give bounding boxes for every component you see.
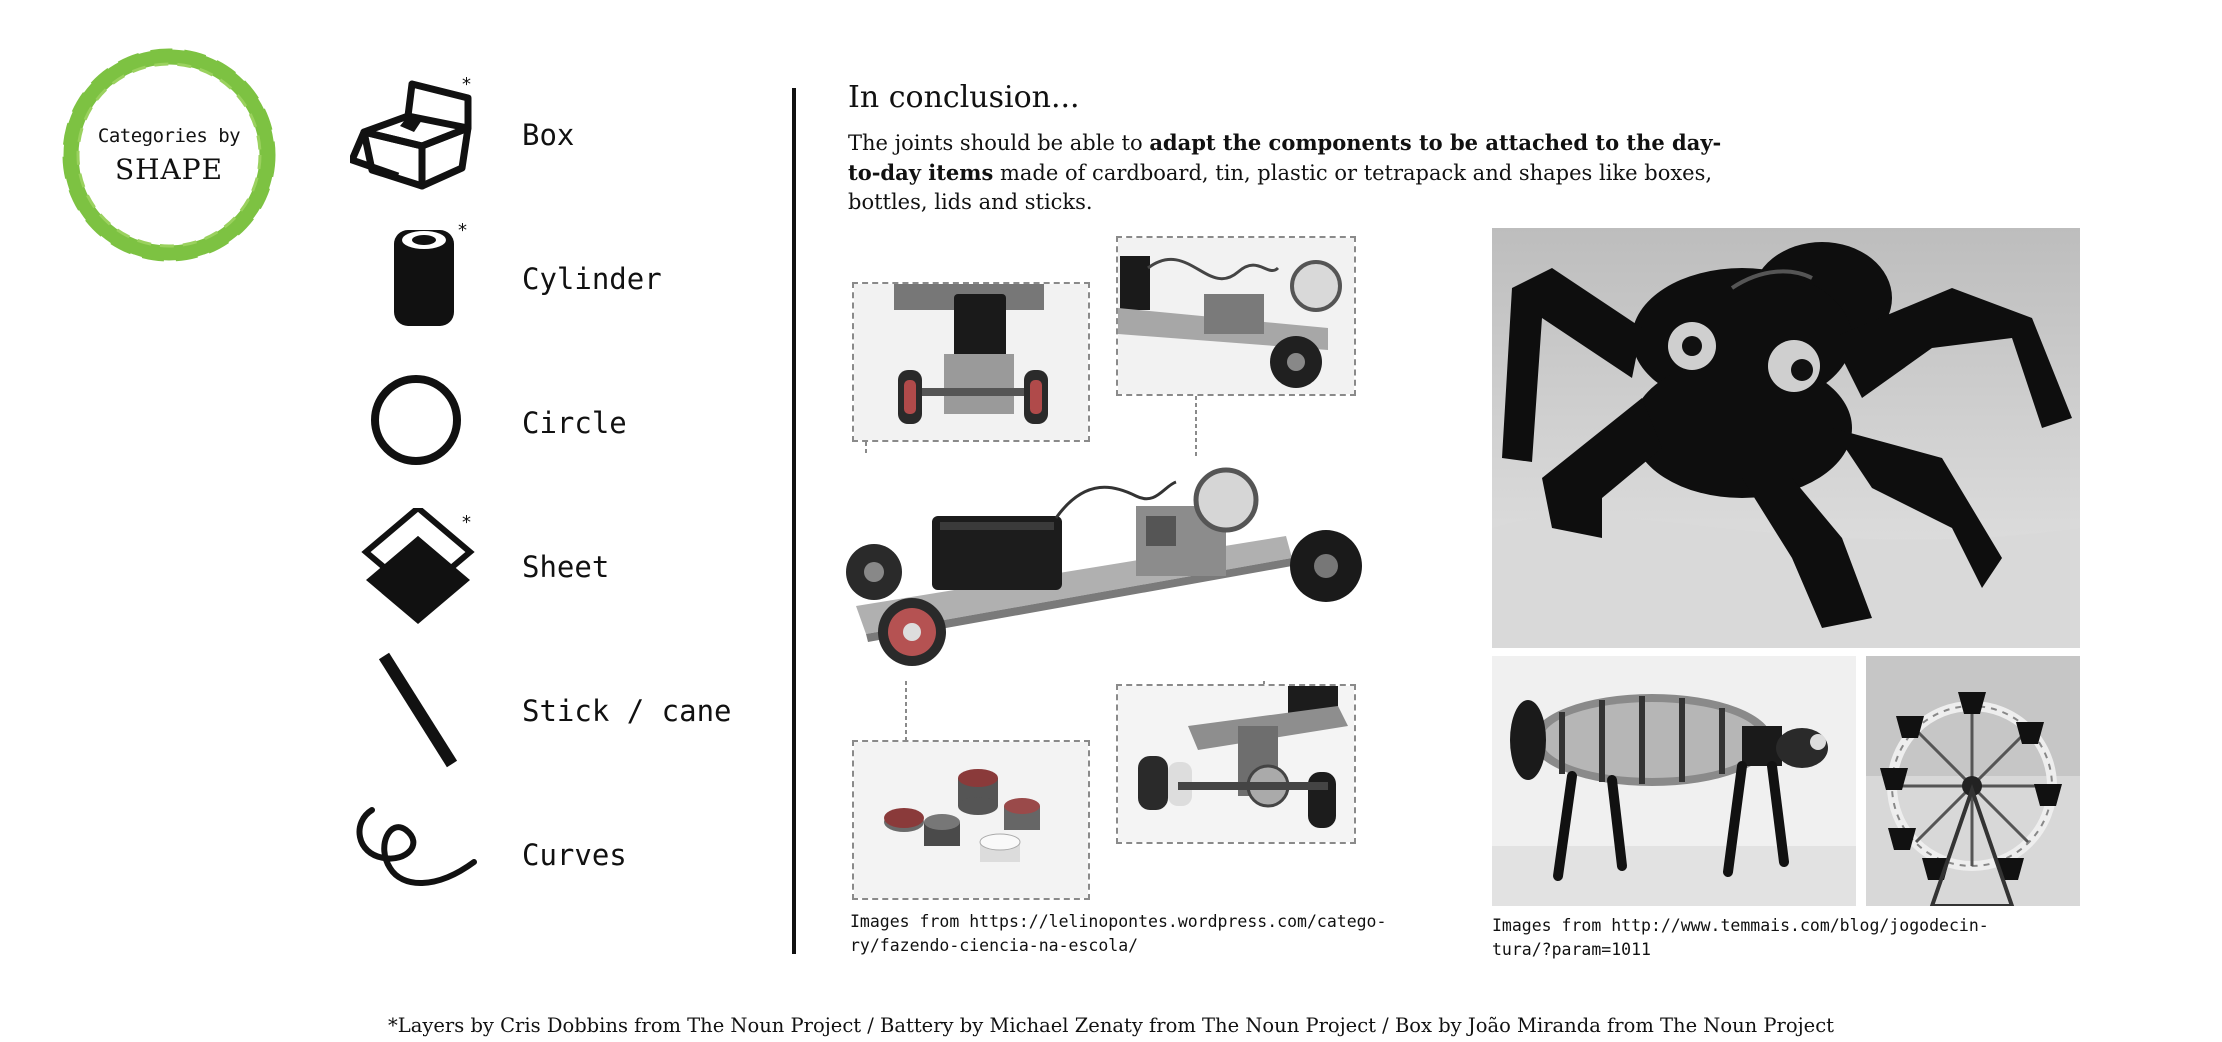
caption-right-line-1: Images from http://www.temmais.com/blog/jogodecin- (1492, 916, 1989, 935)
icon-credits-footer: *Layers by Cris Dobbins from The Noun Project / Battery by Michael Zenaty from The Noun Project / Box by João Miranda from The Noun Project (388, 1014, 1834, 1037)
category-label-sheet: Sheet (522, 550, 610, 584)
photo-bottle-spider (1492, 228, 2080, 648)
category-stick (350, 652, 790, 772)
category-box (350, 76, 790, 196)
conclusion-paragraph (848, 128, 1748, 217)
conclusion-text-start: The joints should be able to (848, 131, 1150, 155)
caption-right-line-2: tura/?param=1011 (1492, 940, 1651, 959)
category-cylinder (350, 220, 790, 340)
conclusion-text-end: made of cardboard, tin, plastic or tetrapack and shapes like boxes, bottles, lids and sticks. (848, 161, 1713, 214)
conclusion-text-emphasis: adapt the components to be attached to the day-to-day items (848, 130, 1722, 185)
box-icon (350, 76, 480, 196)
photo-bottle-animal (1492, 656, 1856, 906)
badge-subtitle: Categories by (97, 124, 241, 147)
stick-icon (350, 652, 480, 772)
svg-text:*: * (458, 220, 467, 241)
caption-left-line-2: ry/fazendo-ciencia-na-escola/ (850, 936, 1139, 955)
category-sheet (350, 508, 790, 628)
caption-left-line-1: Images from https://lelinopontes.wordpress.com/catego- (850, 912, 1387, 931)
caption-right-source (1492, 914, 1989, 962)
category-badge (56, 42, 282, 268)
category-curves (350, 796, 790, 916)
layers-sheet-icon (350, 508, 480, 628)
caption-left-source (850, 910, 1386, 958)
category-label-circle: Circle (522, 406, 627, 440)
photo-toy-car (846, 456, 1366, 678)
category-label-stick: Stick / cane (522, 694, 732, 728)
photo-car-back-detail (1116, 236, 1356, 396)
photo-ferris-wheel (1866, 656, 2080, 906)
category-label-curves: Curves (522, 838, 627, 872)
photo-car-front-detail (852, 282, 1090, 442)
vertical-divider (792, 88, 796, 954)
circle-icon (350, 364, 480, 484)
category-circle (350, 364, 790, 484)
category-label-cylinder: Cylinder (522, 262, 662, 296)
curve-icon (350, 796, 480, 916)
badge-title: SHAPE (114, 152, 224, 186)
svg-text:*: * (462, 76, 471, 95)
conclusion-heading: In conclusion... (848, 80, 1080, 115)
svg-text:*: * (462, 512, 471, 533)
photo-bottle-caps (852, 740, 1090, 900)
battery-cylinder-icon (350, 220, 480, 340)
photo-car-axle-detail (1116, 684, 1356, 844)
category-label-box: Box (522, 118, 575, 152)
